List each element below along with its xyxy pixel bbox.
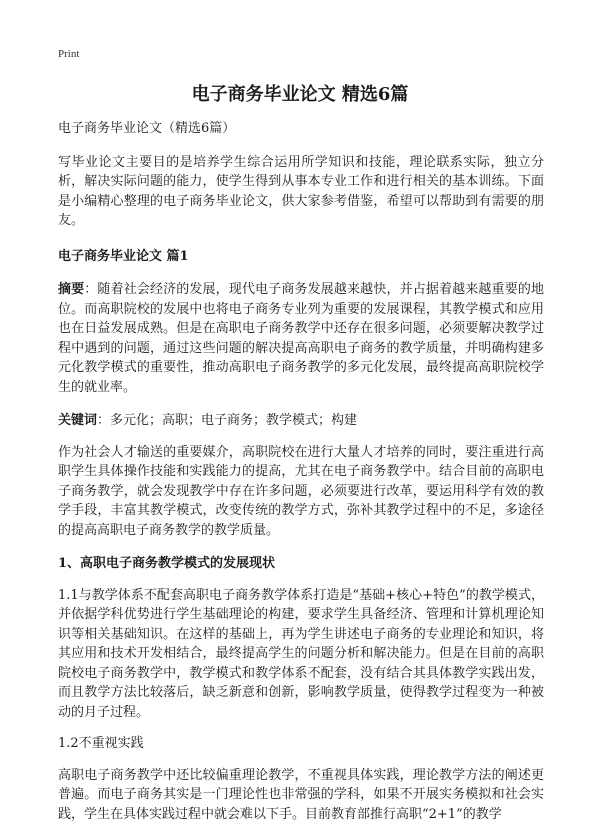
intro-paragraph: 写毕业论文主要目的是培养学生综合运用所学知识和技能，理论联系实际，独立分析，解决实际问题的能力，使学生得到从事本专业工作和进行相关的基本训练。下面是小编精心整理的电子商务毕业论文，供大家参考借鉴，希望可以帮助到有需要的朋友。 [58,154,544,228]
abstract-label: 摘要 [58,282,85,297]
document-title: 电子商务毕业论文 精选6篇 [191,84,409,105]
document-subtitle: 电子商务毕业论文（精选6篇） [58,121,236,136]
document-body [58,119,544,824]
section-1-2-paragraph: 高职电子商务教学中还比较偏重理论教学，不重视具体实践，理论教学方法的阐述更普遍。而电子商务其实是一门理论性也非常强的学科，如果不开展实务模拟和社会实践，学生在具体实践过程中就会难以下手。目前教育部推行高职“2+1”的教学 [58,767,544,822]
keywords-label: 关键词 [58,413,98,428]
print-label: Print [58,48,80,60]
keywords-text: ：多元化；高职；电子商务；教学模式；构建 [97,413,358,428]
abstract-paragraph [58,280,544,397]
section-heading: 1、高职电子商务教学模式的发展现状 [58,556,276,571]
article-heading: 电子商务毕业论文 篇1 [58,248,189,264]
keywords-paragraph [58,411,544,431]
body-paragraph: 作为社会人才输送的重要媒介，高职院校在进行大量人才培养的同时，要注重进行高职学生具体操作技能和实践能力的提高，尤其在电子商务教学中。结合目前的高职电子商务教学，就会发现教学中存在许多问题，必须要进行改革，要运用科学有效的教学手段，丰富其教学模式，改变传统的教学方式，弥补其教学过程中的不足，多途径的提高高职电子商务教学的教学质量。 [58,444,544,538]
subsection-heading: 1.2不重视实践 [58,736,144,751]
section-1-1-paragraph: 1.1与教学体系不配套高职电子商务教学体系打造是“基础+核心+特色”的教学模式，并依据学科优势进行学生基础理论的构建，要求学生具备经济、管理和计算机理论知识等相关基础知识。在这样的基础上，再为学生讲述电子商务的专业理论和知识，将其应用和技术开发相结合，最终提高学生的问题分析和解决能力。但是在目前的高职院校电子商务教学中，教学模式和教学体系不配套，没有结合其具体教学实践出发，而且教学方法比较落后，缺乏新意和创新，影响教学质量，使得教学过程变为一种被动的月子过程。 [58,587,544,720]
abstract-text: ：随着社会经济的发展，现代电子商务发展越来越快，并占据着越来越重要的地位。而高职院校的发展中也将电子商务专业列为重要的发展课程，其教学模式和应用也在日益发展成熟。但是在高职电子商务教学中还存在很多问题，必须要解决教学过程中遇到的问题，通过这些问题的解决提高高职电子商务的教学质量，并明确构建多元化教学模式的重要性，推动高职电子商务教学的多元化发展，最终提高高职院校学生的就业率。 [58,282,544,395]
